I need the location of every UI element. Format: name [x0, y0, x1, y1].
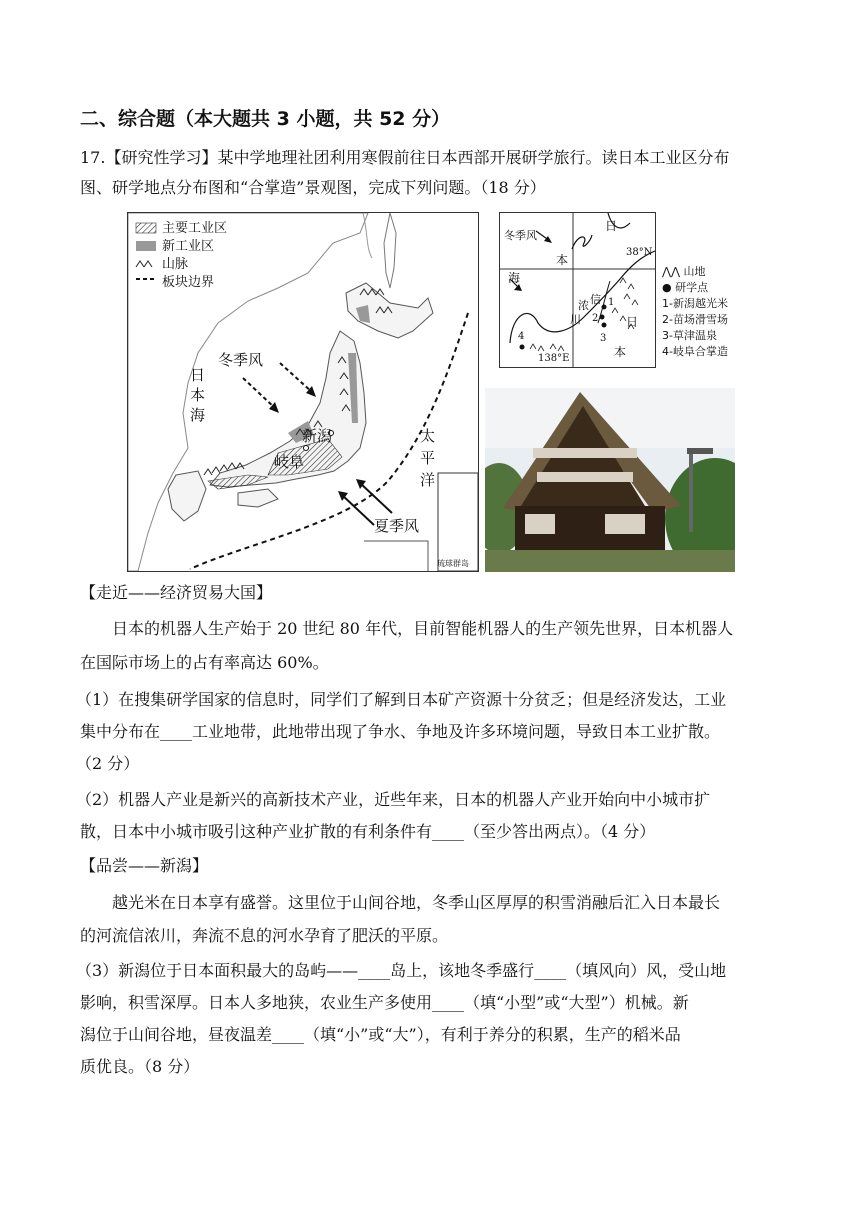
question-1-line2: 集中分布在____工业地带，此地带出现了争水、争地及许多环境问题，导致日本工业扩散。 [80, 722, 721, 741]
question-1-line1: （1）在搜集研学国家的信息时，同学们了解到日本矿产资源十分贫乏；但是经济发达，工业 [76, 690, 727, 709]
japan-industry-map [127, 212, 479, 572]
dot-icon: ● [662, 281, 676, 294]
question-3-line2: 影响，积雪深厚。日本人多地狭，农业生产多使用____（填“小型”或“大型”）机械。新 [80, 993, 689, 1012]
section-economy: 【走近——经济贸易大国】 [80, 583, 273, 602]
legend-site-1: 1-新潟越光米 [662, 297, 728, 310]
legend-new-industry: 新工业区 [162, 239, 215, 254]
question-3-line4: 质优良。（8 分） [80, 1057, 200, 1076]
question-2-line2: 散，日本中小城市吸引这种产业扩散的有利条件有____（至少答出两点）。（4 分） [80, 822, 656, 841]
map2-label-hai: 海 [508, 271, 521, 285]
question-3-line3: 潟位于山间谷地，昼夜温差____（填“小”或“大”），有利于养分的积累，生产的稻米品 [80, 1025, 681, 1044]
map2-latitude: 38°N [626, 247, 653, 258]
question-17-intro-line2: 图、研学地点分布图和“合掌造”景观图，完成下列问题。（18 分） [80, 178, 546, 197]
map1-legend [162, 220, 227, 292]
question-3-line1: （3）新潟位于日本面积最大的岛屿——____岛上，该地冬季盛行____（填风向）风，受山地 [76, 961, 727, 980]
map2-point-4: 4 [518, 331, 525, 342]
gifu-label: 岐阜 [274, 453, 305, 471]
legend-mountain-area: ⋀⋀ 山地 [662, 265, 706, 278]
map2-label-ri: 日 [605, 219, 618, 233]
winter-wind-label: 冬季风 [218, 351, 264, 369]
economy-text-line1: 日本的机器人生产始于 20 世纪 80 年代，目前智能机器人的生产领先世界，日本机器人 [112, 619, 734, 638]
niigata-text-line2: 的河流信浓川，奔流不息的河水孕育了肥沃的平原。 [80, 926, 449, 945]
pacific-ocean-label: 太 平 洋 [420, 427, 436, 489]
legend-site-3: 3-草津温泉 [662, 329, 717, 342]
legend-mountain: 山脉 [162, 257, 189, 272]
research-site-map [499, 212, 656, 368]
gassho-zukuri-photo [485, 388, 735, 572]
map2-winter-wind: 冬季风 [504, 229, 537, 242]
legend-research-point: ● 研学点 [662, 281, 709, 294]
map2-point-2: 2 [592, 313, 599, 324]
question-2-line1: （2）机器人产业是新兴的高新技术产业，近些年来，日本的机器人产业开始向中小城市扩 [76, 790, 711, 809]
legend-site-4: 4-岐阜合掌造 [662, 345, 728, 358]
legend-main-industry: 主要工业区 [162, 221, 228, 236]
map2-label-ben2: 本 [614, 345, 627, 359]
summer-wind-label: 夏季风 [374, 517, 420, 535]
map2-longitude: 138°E [538, 353, 570, 364]
section-niigata: 【品尝——新潟】 [80, 856, 209, 875]
map2-label-ri2: 日 [626, 315, 639, 329]
mountain-icon: ⋀⋀ [662, 265, 684, 278]
map2-point-1: 1 [608, 297, 615, 308]
legend-site-2: 2-苗场滑雪场 [662, 313, 728, 326]
map2-label-nong: 浓 [578, 299, 589, 312]
question-17-intro-line1: 17.【研究性学习】某中学地理社团利用寒假前往日本西部开展研学旅行。读日本工业区分布 [80, 148, 730, 167]
niigata-label: 新潟 [302, 427, 333, 445]
sea-of-japan-label: 日 本 海 [190, 366, 206, 424]
legend-plate-boundary: 板块边界 [162, 275, 215, 290]
economy-text-line2: 在国际市场上的占有率高达 60%。 [80, 653, 329, 672]
map2-label-ben: 本 [556, 253, 569, 267]
map2-label-xin: 信 [590, 293, 601, 306]
section-heading: 二、综合题（本大题共 3 小题，共 52 分） [80, 108, 451, 130]
map2-label-chuan: 川 [570, 313, 581, 326]
map2-point-3: 3 [600, 333, 607, 344]
niigata-text-line1: 越光米在日本享有盛誉。这里位于山间谷地，冬季山区厚厚的积雪消融后汇入日本最长 [112, 893, 721, 912]
map2-legend [662, 264, 728, 360]
ryukyu-inset-label: 琉球群岛 [437, 559, 469, 568]
question-1-line3: （2 分） [76, 754, 140, 773]
